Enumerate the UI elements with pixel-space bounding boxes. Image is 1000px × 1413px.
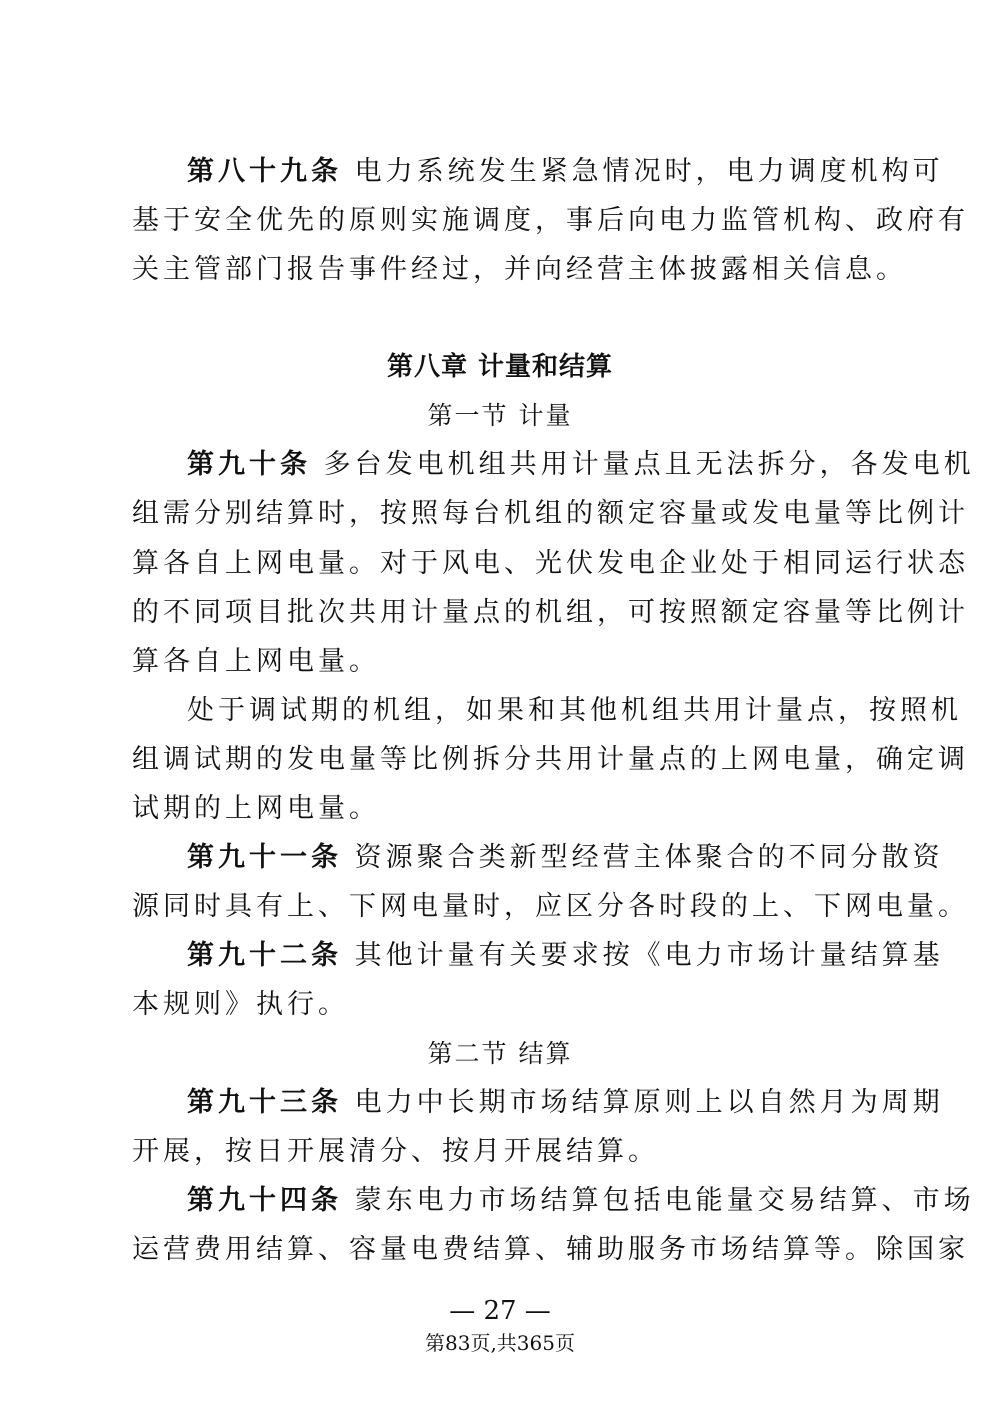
- article-94-line-1: [187, 1177, 975, 1225]
- page-number: — 27 —: [449, 1296, 551, 1326]
- article-90-line-5: 算各自上网电量。: [132, 646, 380, 677]
- article-94-line-2: 运营费用结算、容量电费结算、辅助服务市场结算等。除国家: [132, 1234, 969, 1265]
- article-91-text-1: 资源聚合类新型经营主体聚合的不同分散资: [354, 842, 944, 873]
- page-total: 第83页,共365页: [425, 1331, 575, 1355]
- section-1-title: 第一节 计量: [427, 401, 573, 430]
- article-89-line-1: [187, 148, 944, 196]
- article-92-text-1: 其他计量有关要求按《电力市场计量结算基: [354, 940, 944, 971]
- article-93-line-1: [187, 1079, 944, 1127]
- chapter-title: 第八章 计量和结算: [386, 352, 614, 382]
- article-89-line-2: 基于安全优先的原则实施调度，事后向电力监管机构、政府有: [132, 205, 969, 236]
- debug-para-line-3: 试期的上网电量。: [132, 793, 380, 824]
- article-93-label: 第九十三条: [187, 1087, 342, 1118]
- article-90-label: 第九十条: [187, 449, 311, 480]
- article-90-line-2: 组需分别结算时，按照每台机组的额定容量或发电量等比例计: [132, 498, 969, 529]
- article-93-text-1: 电力中长期市场结算原则上以自然月为周期: [354, 1087, 944, 1118]
- article-89-label: 第八十九条: [187, 156, 342, 187]
- article-93-line-2: 开展，按日开展清分、按月开展结算。: [132, 1136, 659, 1167]
- article-94-text-1: 蒙东电力市场结算包括电能量交易结算、市场: [354, 1185, 975, 1216]
- article-89-line-3: 关主管部门报告事件经过，并向经营主体披露相关信息。: [132, 254, 907, 285]
- article-92-line-1: [187, 932, 944, 980]
- debug-para-line-2: 组调试期的发电量等比例拆分共用计量点的上网电量，确定调: [132, 744, 969, 775]
- article-92-line-2: 本规则》执行。: [132, 989, 349, 1020]
- article-94-label: 第九十四条: [187, 1185, 342, 1216]
- article-91-line-1: [187, 834, 944, 882]
- article-92-label: 第九十二条: [187, 940, 342, 971]
- article-90-line-1: [187, 441, 975, 489]
- article-90-text-1: 多台发电机组共用计量点且无法拆分，各发电机: [323, 449, 975, 480]
- section-2-title: 第二节 结算: [427, 1039, 573, 1068]
- article-89-text-1: 电力系统发生紧急情况时，电力调度机构可: [354, 156, 944, 187]
- article-91-line-2: 源同时具有上、下网电量时，应区分各时段的上、下网电量。: [132, 891, 969, 922]
- article-90-line-3: 算各自上网电量。对于风电、光伏发电企业处于相同运行状态: [132, 548, 969, 579]
- article-91-label: 第九十一条: [187, 842, 342, 873]
- article-90-line-4: 的不同项目批次共用计量点的机组，可按照额定容量等比例计: [132, 597, 969, 628]
- debug-para-line-1: 处于调试期的机组，如果和其他机组共用计量点，按照机: [187, 695, 962, 726]
